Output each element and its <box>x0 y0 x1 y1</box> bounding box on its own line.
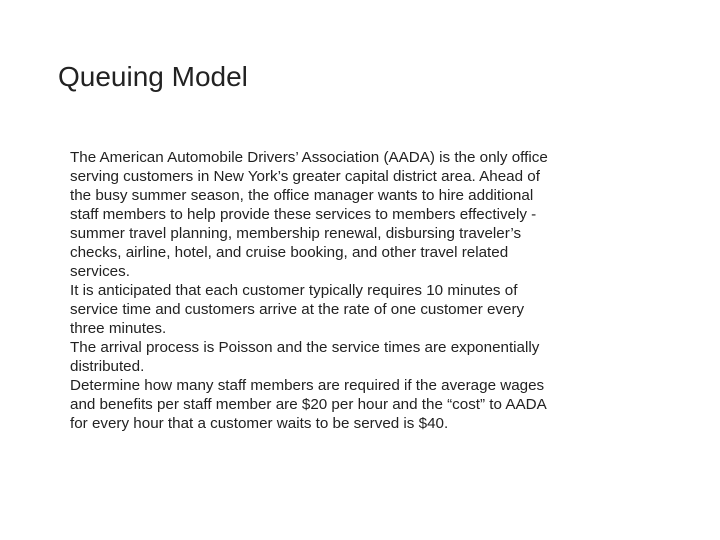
text-line: distributed. <box>70 358 145 375</box>
text-line: It is anticipated that each customer typically requires 10 minutes of <box>70 282 518 299</box>
text-line: service time and customers arrive at the rate of one customer every <box>70 301 525 318</box>
text-line: The American Automobile Drivers’ Association (AADA) is the only office <box>70 149 548 166</box>
text-line: for every hour that a customer waits to be served is $40. <box>70 415 449 432</box>
text-line: and benefits per staff member are $20 per hour and the “cost” to AADA <box>70 396 547 413</box>
text-line: Determine how many staff members are required if the average wages <box>70 377 545 394</box>
slide-title: Queuing Model <box>58 61 248 92</box>
text-line: summer travel planning, membership renewal, disbursing traveler’s <box>70 225 522 242</box>
text-line: staff members to help provide these services to members effectively - <box>70 206 537 223</box>
paragraph-aada-description <box>70 148 658 281</box>
paragraph-service-time <box>70 281 658 338</box>
text-line: three minutes. <box>70 320 167 337</box>
text-line: serving customers in New York’s greater capital district area. Ahead of <box>70 168 540 185</box>
text-line: checks, airline, hotel, and cruise booking, and other travel related <box>70 244 509 261</box>
text-line: The arrival process is Poisson and the service times are exponentially <box>70 339 540 356</box>
paragraph-question <box>70 376 658 433</box>
slide-body <box>70 148 658 433</box>
paragraph-arrival-process <box>70 338 658 376</box>
text-line: the busy summer season, the office manager wants to hire additional <box>70 187 534 204</box>
text-line: services. <box>70 263 130 280</box>
